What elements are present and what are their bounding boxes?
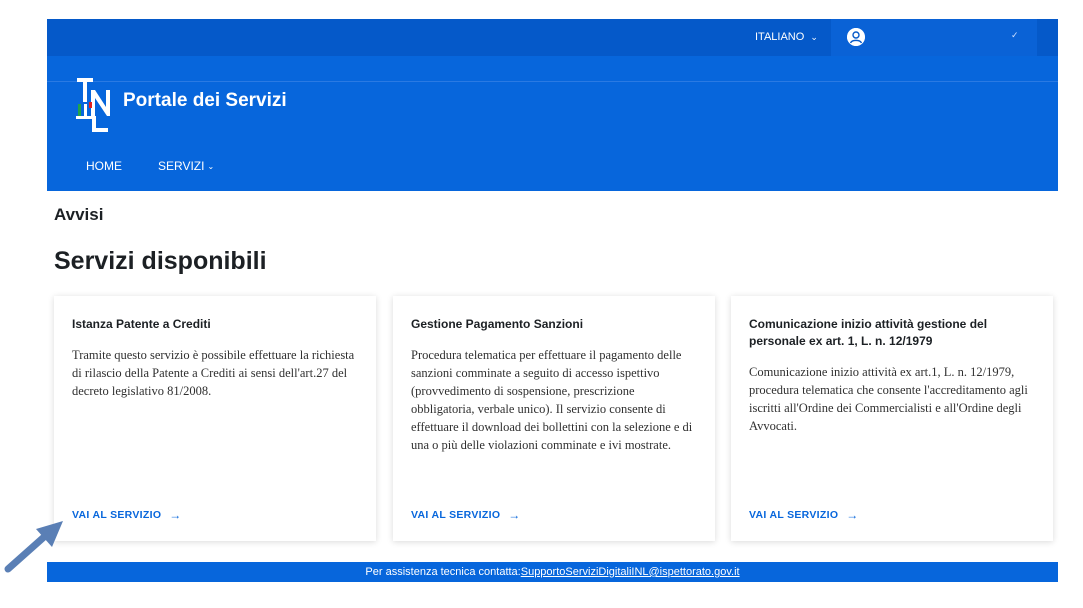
service-card-comunicazione (731, 296, 1053, 541)
link-label: VAI AL SERVIZIO (411, 509, 501, 521)
card-title: Gestione Pagamento Sanzioni (411, 317, 584, 331)
go-to-service-link[interactable] (72, 508, 182, 522)
card-description: Procedura telematica per effettuare il pagamento delle sanzioni comminate a seguito di accesso ispettivo (provvedimento di sospensione, prescrizione obbligatoria, verbale unico). Il servizio consente di effettuare il download dei bollettini con la selezione e di una o più delle violazioni comminate e ivi mostrate. (411, 348, 693, 452)
support-footer (47, 562, 1058, 582)
top-bar (47, 19, 1058, 56)
main-nav (86, 159, 214, 173)
language-label: ITALIANO (755, 31, 805, 43)
chevron-down-icon: ⌄ (207, 161, 215, 171)
language-selector[interactable] (755, 19, 818, 56)
nav-servizi[interactable] (158, 159, 214, 173)
card-description: Tramite questo servizio è possibile effettuare la richiesta di rilascio della Patente a Crediti ai sensi dell'art.27 del decreto legislativo 81/2008. (72, 348, 355, 398)
portal-title[interactable]: Portale dei Servizi (123, 90, 287, 111)
link-label: VAI AL SERVIZIO (72, 509, 162, 521)
nav-servizi-label: SERVIZI (158, 159, 205, 173)
nav-home-label: HOME (86, 159, 122, 173)
page-title: Servizi disponibili (54, 247, 267, 275)
arrow-right-icon: → (508, 508, 521, 522)
service-card-patente (54, 296, 376, 541)
card-description: Comunicazione inizio attività ex art.1, L. n. 12/1979, procedura telematica che consente l'accreditamento agli iscritti all'Ordine dei Commercialisti e all'Ordine degli Avvocati. (749, 365, 1028, 433)
link-label: VAI AL SERVIZIO (749, 509, 839, 521)
arrow-right-icon: → (169, 508, 182, 522)
notices-heading: Avvisi (54, 205, 104, 224)
site-header (47, 56, 1058, 191)
chevron-down-icon: ✓ (1011, 30, 1019, 40)
arrow-right-icon: → (846, 508, 859, 522)
support-email-link[interactable]: SupportoServiziDigitaliINL@ispettorato.gov.it (520, 566, 740, 578)
inl-logo[interactable] (74, 76, 114, 134)
user-circle-icon (847, 28, 865, 46)
card-title: Istanza Patente a Crediti (72, 317, 211, 331)
nav-home[interactable] (86, 159, 122, 173)
go-to-service-link[interactable] (749, 508, 859, 522)
go-to-service-link[interactable] (411, 508, 521, 522)
header-divider (47, 81, 1058, 82)
footer-text: Per assistenza tecnica contatta: (365, 566, 521, 578)
chevron-down-icon: ⌄ (810, 32, 818, 42)
card-title: Comunicazione inizio attività gestione del personale ex art. 1, L. n. 12/1979 (749, 317, 988, 348)
user-menu[interactable] (831, 19, 1037, 56)
service-card-sanzioni (393, 296, 715, 541)
